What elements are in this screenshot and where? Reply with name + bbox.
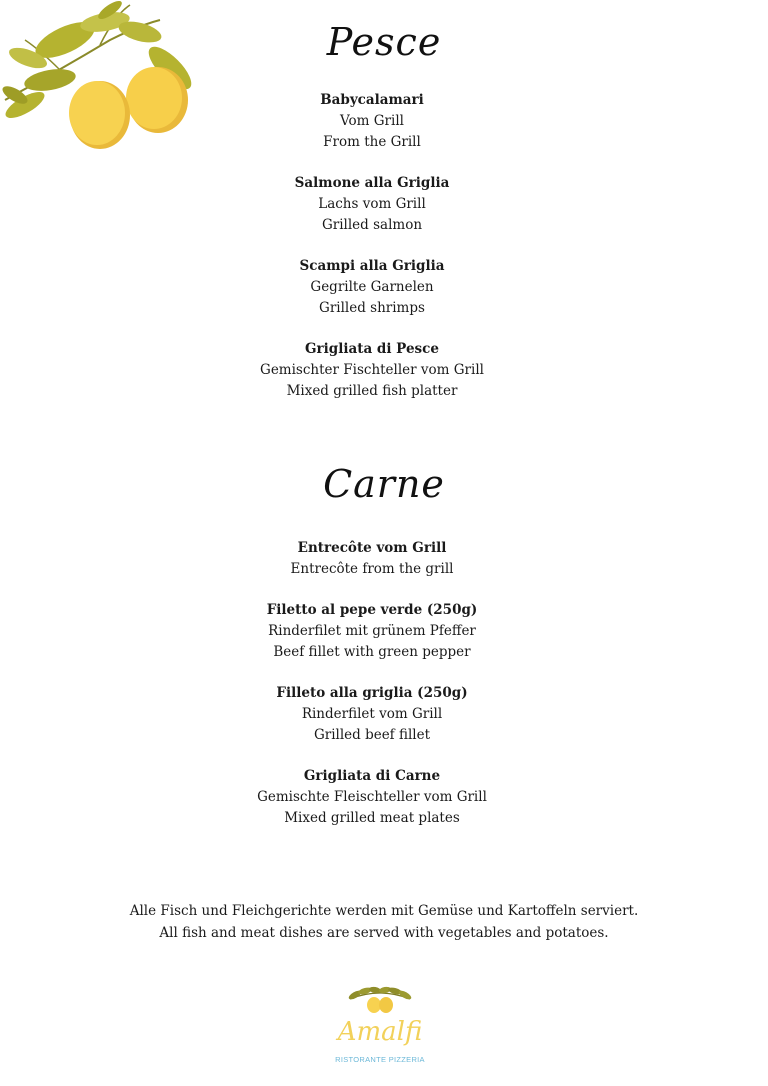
dish-name: Salmone alla Griglia: [294, 175, 450, 191]
dish-description-de: Rinderfilet vom Grill: [301, 706, 443, 722]
logo-subtitle: RISTORANTE PIZZERIA: [335, 1055, 425, 1064]
list-item: [0, 766, 756, 829]
carne-menu: [0, 538, 756, 849]
dish-description-en: Mixed grilled fish platter: [286, 383, 458, 399]
dish-description-de: Gegrilte Garnelen: [310, 279, 434, 295]
dish-name: Grigliata di Pesce: [305, 341, 439, 357]
dish-description-en: From the Grill: [323, 134, 421, 150]
section-title-pesce: Pesce: [326, 20, 442, 64]
pesce-menu: [0, 90, 756, 422]
dish-description-de: Gemischte Fleischteller vom Grill: [257, 789, 487, 805]
dish-name: Entrecôte vom Grill: [297, 540, 447, 556]
dish-name: Grigliata di Carne: [303, 768, 441, 784]
dish-description-de: Entrecôte from the grill: [290, 561, 454, 577]
dish-description-de: Gemischter Fischteller vom Grill: [260, 362, 484, 378]
footnote: [0, 900, 768, 944]
list-item: [0, 683, 756, 746]
list-item: [0, 256, 756, 319]
dish-name: Filetto al pepe verde (250g): [266, 602, 478, 618]
list-item: [0, 538, 756, 580]
dish-name: Babycalamari: [320, 92, 424, 108]
logo-name: Amalfi: [337, 1017, 423, 1047]
list-item: [0, 339, 756, 402]
list-item: [0, 173, 756, 236]
dish-description-en: Grilled beef fillet: [313, 727, 431, 743]
dish-name: Scampi alla Griglia: [299, 258, 445, 274]
section-title-carne: Carne: [323, 462, 445, 506]
dish-description-en: Grilled salmon: [321, 217, 423, 233]
dish-description-de: Vom Grill: [340, 113, 404, 129]
dish-description-en: Beef fillet with green pepper: [273, 644, 471, 660]
dish-description-de: Rinderfilet mit grünem Pfeffer: [268, 623, 476, 639]
footnote-en: All fish and meat dishes are served with vegetables and potatoes.: [159, 925, 609, 941]
list-item: [0, 600, 756, 663]
restaurant-logo: [330, 985, 430, 1070]
dish-description-en: Mixed grilled meat plates: [284, 810, 460, 826]
list-item: [0, 90, 756, 153]
dish-description-de: Lachs vom Grill: [318, 196, 426, 212]
dish-name: Filleto alla griglia (250g): [276, 685, 468, 701]
dish-description-en: Grilled shrimps: [319, 300, 425, 316]
footnote-de: Alle Fisch und Fleichgerichte werden mit Gemüse und Kartoffeln serviert.: [129, 903, 639, 919]
